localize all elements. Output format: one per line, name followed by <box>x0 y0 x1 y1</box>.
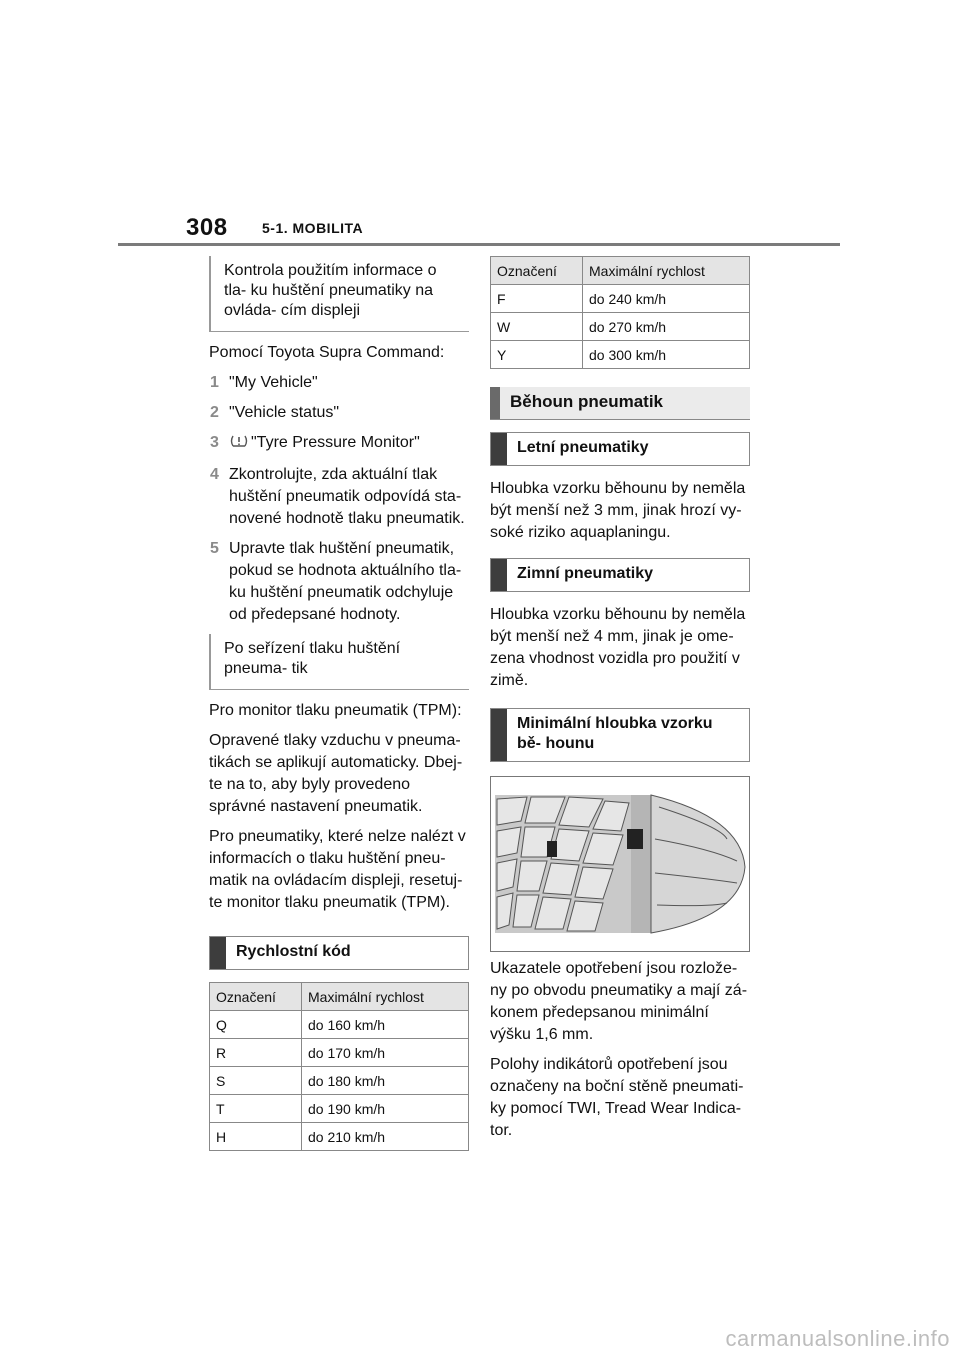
wear-indicator-icon <box>627 829 643 849</box>
intro-text: Pomocí Toyota Supra Command: <box>209 344 445 361</box>
heading-bar <box>490 387 500 419</box>
step-number: 4 <box>210 466 219 483</box>
tyre-tread-drawing <box>491 777 749 951</box>
tyre-pressure-icon <box>229 433 249 456</box>
tread-heading <box>490 387 750 420</box>
step-item <box>209 432 469 456</box>
caption-wear-indicators: Ukazatele opotřebení jsou rozlože- ny po obvodu pneumatiky a mají zá- konem předepsanou minimální výšku 1,6 mm. <box>490 960 748 1043</box>
step-item <box>209 402 469 424</box>
step-number: 2 <box>210 404 219 421</box>
table-header-row <box>210 983 469 1011</box>
table-cell: do 180 km/h <box>302 1067 469 1095</box>
caption-twi: Polohy indikátorů opotřebení jsou označeny na boční stěně pneumati- ky pomocí TWI, Tread Wear Indica- tor. <box>490 1056 744 1139</box>
table-cell: W <box>491 313 583 341</box>
speed-code-heading <box>209 936 469 970</box>
speed-table-right <box>490 256 750 369</box>
subheading-display-check: Kontrola použitím informace o tla- ku huštění pneumatiky na ovláda- cím displeji <box>209 256 469 332</box>
winter-tyres-heading <box>490 558 750 592</box>
step-text: "Vehicle status" <box>229 404 340 421</box>
table-row <box>491 285 750 313</box>
table-cell: do 270 km/h <box>583 313 750 341</box>
table-row <box>210 1123 469 1151</box>
table-row <box>210 1095 469 1123</box>
table-row <box>491 341 750 369</box>
step-item <box>209 538 469 626</box>
step-text: "Tyre Pressure Monitor" <box>251 434 420 451</box>
step-number: 5 <box>210 540 219 557</box>
left-column <box>209 256 469 1151</box>
table-cell: S <box>210 1067 302 1095</box>
table-cell: Y <box>491 341 583 369</box>
speed-table-left <box>209 982 469 1151</box>
wear-indicator-icon <box>547 841 557 857</box>
watermark: carmanualsonline.info <box>725 1326 950 1351</box>
heading-bar <box>210 937 226 969</box>
subheading-after-adjust: Po seřízení tlaku huštění pneuma- tik <box>209 634 469 690</box>
table-cell: do 170 km/h <box>302 1039 469 1067</box>
section-title: 5-1. MOBILITA <box>262 220 364 236</box>
table-row <box>210 1011 469 1039</box>
table-cell: do 240 km/h <box>583 285 750 313</box>
step-text: "My Vehicle" <box>229 374 318 391</box>
heading-text: Letní pneumatiky <box>517 439 649 456</box>
step-number: 3 <box>210 434 219 451</box>
min-depth-heading <box>490 708 750 762</box>
table-header-cell: Označení <box>210 983 302 1011</box>
table-row <box>491 313 750 341</box>
page-number: 308 <box>186 214 228 241</box>
tpm-text: Pro monitor tlaku pneumatik (TPM): <box>209 702 462 719</box>
auto-apply-text: Opravené tlaky vzduchu v pneuma- tikách se aplikují automaticky. Dbej- te na to, aby byly provedeno správné nastavení pneumatik. <box>209 732 463 815</box>
step-item <box>209 464 469 530</box>
table-cell: do 160 km/h <box>302 1011 469 1039</box>
heading-bar <box>491 709 507 761</box>
header-rule <box>118 243 840 246</box>
table-header-cell: Maximální rychlost <box>583 257 750 285</box>
table-header-cell: Označení <box>491 257 583 285</box>
table-row <box>210 1067 469 1095</box>
table-cell: F <box>491 285 583 313</box>
step-number: 1 <box>210 374 219 391</box>
table-row <box>210 1039 469 1067</box>
heading-bar <box>491 433 507 465</box>
right-column <box>490 256 750 1150</box>
step-text: Upravte tlak huštění pneumatik, pokud se hodnota aktuálního tla- ku huštění pneumatik odchyluje od předepsané hodnoty. <box>229 540 462 623</box>
tread-wear-illustration <box>490 776 750 952</box>
table-cell: do 190 km/h <box>302 1095 469 1123</box>
table-cell: do 300 km/h <box>583 341 750 369</box>
table-cell: do 210 km/h <box>302 1123 469 1151</box>
heading-bar <box>491 559 507 591</box>
step-text: Zkontrolujte, zda aktuální tlak huštění pneumatik odpovídá sta- novené hodnotě tlaku pneumatik. <box>229 466 465 527</box>
winter-text: Hloubka vzorku běhounu by neměla být menší než 4 mm, jinak je ome- zena vhodnost vozidla pro použití v zimě. <box>490 606 746 689</box>
table-cell: R <box>210 1039 302 1067</box>
heading-text: Minimální hloubka vzorku bě- hounu <box>517 715 713 752</box>
heading-text: Rychlostní kód <box>236 943 351 960</box>
table-cell: T <box>210 1095 302 1123</box>
summer-text: Hloubka vzorku běhounu by neměla být menší než 3 mm, jinak hrozí vy- soké riziko aquaplaningu. <box>490 480 746 541</box>
step-item <box>209 372 469 394</box>
table-cell: Q <box>210 1011 302 1039</box>
summer-tyres-heading <box>490 432 750 466</box>
table-header-cell: Maximální rychlost <box>302 983 469 1011</box>
steps-list <box>209 372 469 626</box>
heading-text: Zimní pneumatiky <box>517 565 654 582</box>
reset-text: Pro pneumatiky, které nelze nalézt v informacích o tlaku huštění pneu- matik na ovládacím displeji, resetuj- te monitor tlaku pneumatik (TPM). <box>209 828 466 911</box>
heading-text: Běhoun pneumatik <box>510 392 664 411</box>
table-cell: H <box>210 1123 302 1151</box>
table-header-row <box>491 257 750 285</box>
